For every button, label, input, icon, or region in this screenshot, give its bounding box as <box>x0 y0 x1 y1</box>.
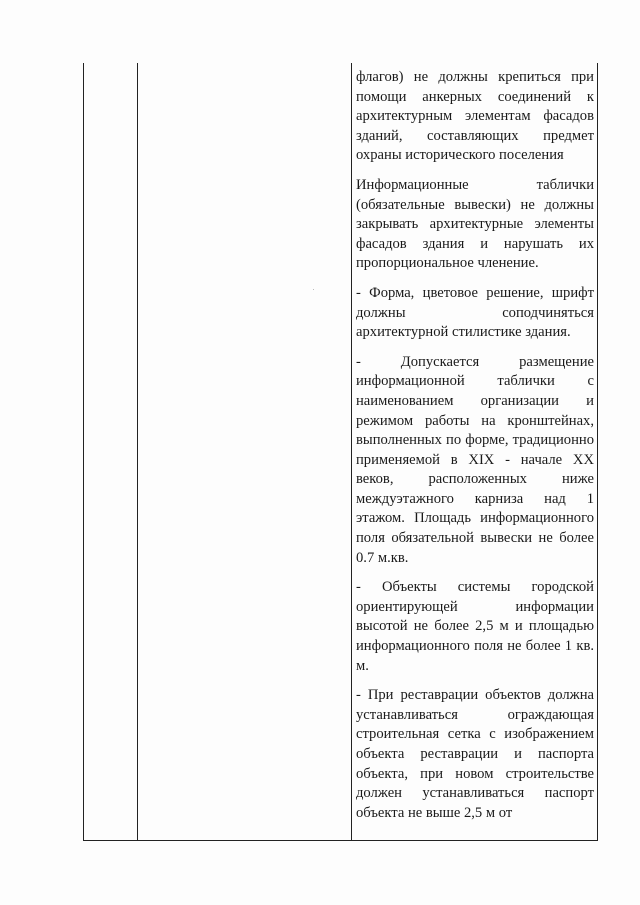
paragraph-form-color-font: - Форма, цветовое решение, шрифт должны соподчиняться архитектурной стилистике здания. <box>356 284 594 341</box>
column-divider-2 <box>351 63 352 840</box>
column-divider-1 <box>137 63 138 840</box>
paragraph-restoration-mesh: - При реставрации объектов должна устанавливаться ограждающая строительная сетка с изображением объекта реставрации и паспорта объекта, при новом строительстве должен устанавливаться паспорт объекта не выше 2,5 м от <box>356 687 594 821</box>
paragraph-info-plates: Информационные таблички (обязательные вывески) не должны закрывать архитектурные элементы фасадов здания и нарушать их пропорциональное членение. <box>356 176 594 272</box>
scan-speck <box>313 289 314 290</box>
requirements-cell <box>356 68 594 823</box>
paragraph-flags-fastening: флагов) не должны крепиться при помощи анкерных соединений к архитектурным элементам фасадов зданий, составляющих предмет охраны исторического поселения <box>356 69 594 164</box>
regulation-table <box>83 63 598 841</box>
paragraph-brackets-placement: - Допускается размещение информационной таблички с наименованием организации и режимом работы на кронштейнах, выполненных по форме, традиционно применяемой в XIX - начале XX веков, расположенных ниже междуэтажного карниза над 1 этажом. Площадь информационного поля обязательной вывески не более 0.7 м.кв. <box>356 353 594 566</box>
paragraph-city-orientation: - Объекты системы городской ориентирующей информации высотой не более 2,5 м и площадью информационного поля не более 1 кв. м. <box>356 579 594 674</box>
